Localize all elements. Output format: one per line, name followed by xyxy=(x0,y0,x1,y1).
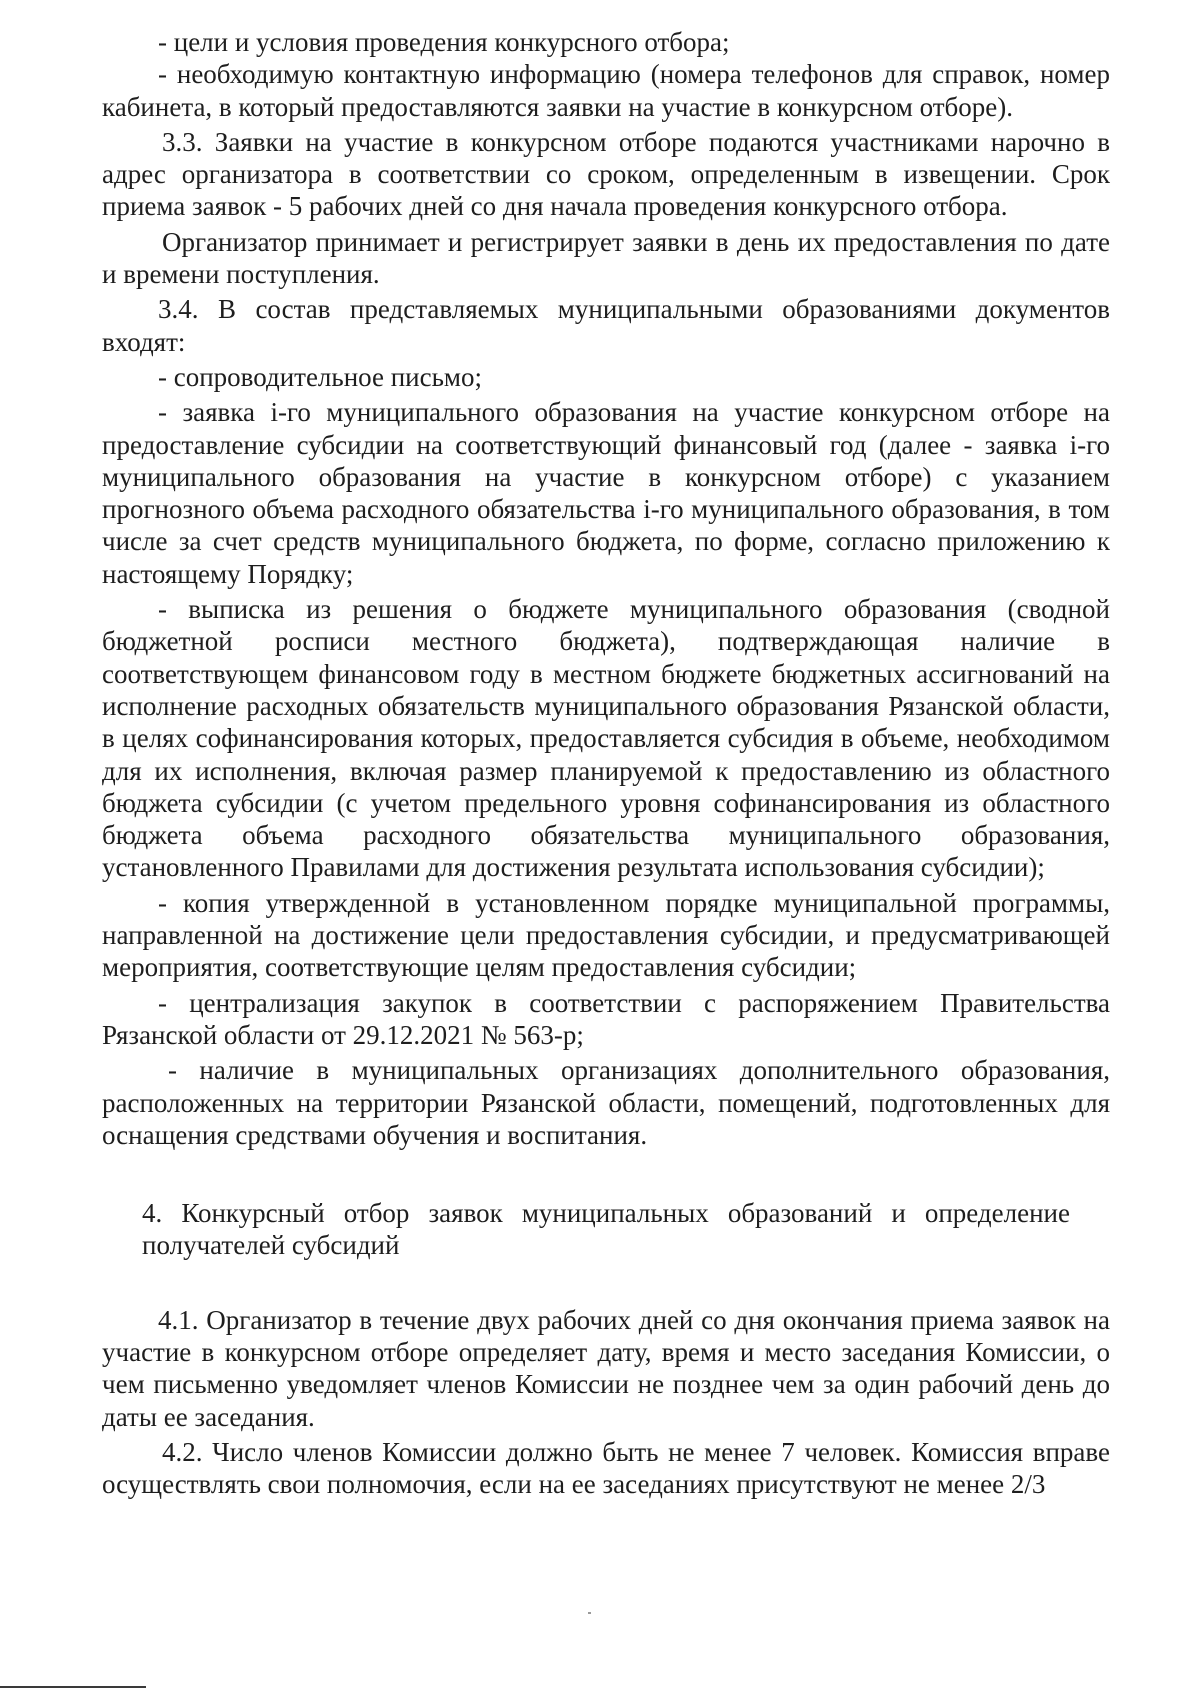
paragraph-application: - заявка i-го муниципального образования на участие конкурсном отборе на предоставление субсидии на соответствующий финансовый год (далее - заявка i-го муниципального образования на участие в конкурсном отборе) с указанием прогнозного объема расходного обязательства i-го муниципального образования, в том числе за счет средств муниципального бюджета, по форме, согласно приложению к настоящему Порядку; xyxy=(102,397,1110,589)
paragraph-cover-letter: - сопроводительное письмо; xyxy=(158,361,483,392)
paragraph-3-3: 3.3. Заявки на участие в конкурсном отборе подаются участниками нарочно в адрес организатора в соответствии со сроком, определенным в извещении. Срок приема заявок - 5 рабочих дней со дня начала проведения конкурсного отбора. xyxy=(102,126,1110,222)
paragraph-budget-extract: - выписка из решения о бюджете муниципального образования (сводной бюджетной росписи местного бюджета), подтверждающая наличие в соответствующем финансовом году в местном бюджете бюджетных ассигнований на исполнение расходных обязательств муниципального образования Рязанской области, в целях софинансирования которых, предоставляется субсидия в объеме, необходимом для их исполнения, включая размер планируемой к предоставлению из областного бюджета субсидии (с учетом предельного уровня софинансирования из областного бюджета объема расходного обязательства муниципального образования, установленного Правилами для достижения результата использования субсидии); xyxy=(102,594,1110,883)
paragraph-4-1: 4.1. Организатор в течение двух рабочих дней со дня окончания приема заявок на участие в конкурсном отборе определяет дату, время и место заседания Комиссии, о чем письменно уведомляет членов Комиссии не позднее чем за один рабочий день до даты ее заседания. xyxy=(102,1304,1110,1432)
paragraph-4-2: 4.2. Число членов Комиссии должно быть не менее 7 человек. Комиссия вправе осуществлять свои полномочия, если на ее заседаниях присутствуют не менее 2/3 xyxy=(102,1436,1110,1500)
paragraph-procurement: - централизация закупок в соответствии с распоряжением Правительства Рязанской области от 29.12.2021 № 563-р; xyxy=(102,987,1110,1050)
paragraph-premises: - наличие в муниципальных организациях дополнительного образования, расположенных на территории Рязанской области, помещений, подготовленных для оснащения средствами обучения и воспитания. xyxy=(102,1055,1110,1150)
paragraph-goals-conditions: - цели и условия проведения конкурсного отбора; xyxy=(158,27,730,57)
footer-rule xyxy=(0,1686,146,1688)
document-body xyxy=(102,26,1110,1500)
paragraph-program-copy: - копия утвержденной в установленном порядке муниципальной программы, направленной на достижение цели предоставления субсидии, и предусматривающей мероприятия, соответствующие целям предоставления субсидии; xyxy=(102,887,1110,983)
paragraph-organizer-registers: Организатор принимает и регистрирует заявки в день их предоставления по дате и времени поступления. xyxy=(102,226,1110,290)
scan-speck xyxy=(588,1612,591,1614)
paragraph-contact-info: - необходимую контактную информацию (номера телефонов для справок, номер кабинета, в который предоставляются заявки на участие в конкурсном отборе). xyxy=(102,59,1110,122)
section-4-heading: 4. Конкурсный отбор заявок муниципальных образований и определение получателей субсидий xyxy=(142,1198,1070,1261)
paragraph-3-4: 3.4. В состав представляемых муниципальными образованиями документов входят: xyxy=(102,294,1110,357)
